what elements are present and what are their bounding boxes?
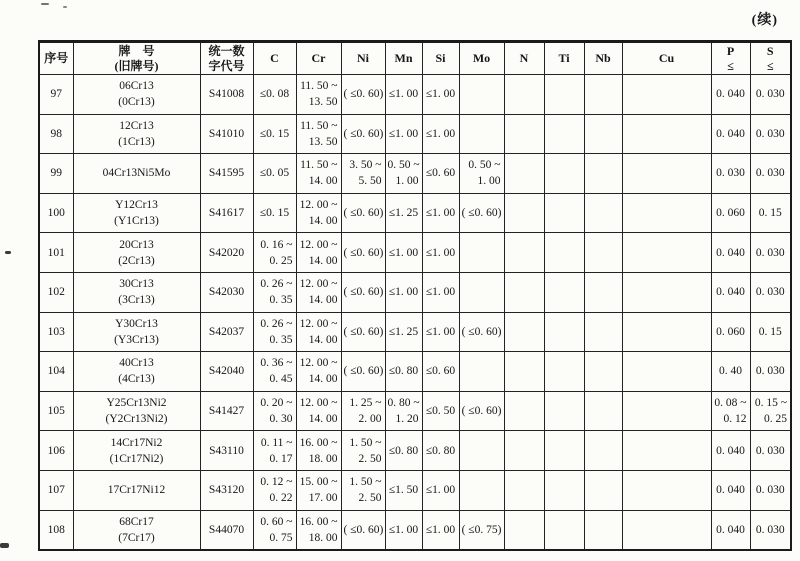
cell-p: 0. 040 xyxy=(711,510,750,550)
cell-num: 108 xyxy=(39,510,73,550)
cell-s: 0. 030 xyxy=(750,510,791,550)
col-header-si: Si xyxy=(422,42,459,75)
table-row xyxy=(39,431,791,471)
cell-cu xyxy=(622,470,711,510)
cell-mo: ( ≤0. 60) xyxy=(459,391,504,431)
cell-ni: ( ≤0. 60) xyxy=(341,272,385,312)
cell-n xyxy=(504,154,544,194)
cell-grade: 14Cr17Ni2 (1Cr17Ni2) xyxy=(73,431,200,471)
cell-c: 0. 16 ~ 0. 25 xyxy=(253,233,296,273)
cell-n xyxy=(504,114,544,154)
cell-c: 0. 12 ~ 0. 22 xyxy=(253,470,296,510)
cell-cu xyxy=(622,431,711,471)
cell-nb xyxy=(584,233,622,273)
col-header-p-limit: ≤ xyxy=(727,58,734,73)
cell-si: ≤1. 00 xyxy=(422,193,459,233)
cell-s: 0. 15 ~ 0. 25 xyxy=(750,391,791,431)
table-row xyxy=(39,233,791,273)
cell-si: ≤0. 50 xyxy=(422,391,459,431)
col-header-cu: Cu xyxy=(622,42,711,75)
col-header-code-line2: 字代号 xyxy=(208,58,245,73)
cell-cu xyxy=(622,272,711,312)
cell-c: 0. 20 ~ 0. 30 xyxy=(253,391,296,431)
cell-p: 0. 040 xyxy=(711,272,750,312)
col-header-s xyxy=(750,42,791,75)
cell-c: ≤0. 05 xyxy=(253,154,296,194)
cell-grade: Y12Cr13 (Y1Cr13) xyxy=(73,193,200,233)
cell-c: 0. 26 ~ 0. 35 xyxy=(253,272,296,312)
col-header-p-symbol: P xyxy=(726,44,735,59)
col-header-code-line1: 统一数 xyxy=(208,44,245,59)
cell-mn: 0. 80 ~ 1. 20 xyxy=(385,391,422,431)
table-row xyxy=(39,154,791,194)
cell-num: 102 xyxy=(39,272,73,312)
cell-cr: 11. 50 ~ 13. 50 xyxy=(296,114,341,154)
cell-grade: 04Cr13Ni5Mo xyxy=(73,154,200,194)
cell-c: ≤0. 08 xyxy=(253,75,296,115)
cell-code: S41617 xyxy=(200,193,253,233)
cell-nb xyxy=(584,114,622,154)
cell-nb xyxy=(584,391,622,431)
cell-ti xyxy=(544,510,584,550)
cell-nb xyxy=(584,431,622,471)
col-header-s-symbol: S xyxy=(766,44,774,59)
col-header-cr: Cr xyxy=(296,42,341,75)
cell-mo xyxy=(459,233,504,273)
cell-c: 0. 36 ~ 0. 45 xyxy=(253,352,296,392)
table-row xyxy=(39,312,791,352)
cell-code: S43120 xyxy=(200,470,253,510)
cell-s: 0. 030 xyxy=(750,352,791,392)
cell-s: 0. 030 xyxy=(750,114,791,154)
cell-n xyxy=(504,431,544,471)
cell-n xyxy=(504,312,544,352)
cell-n xyxy=(504,470,544,510)
cell-mn: ≤1. 50 xyxy=(385,470,422,510)
col-header-mn: Mn xyxy=(385,42,422,75)
cell-grade: 68Cr17 (7Cr17) xyxy=(73,510,200,550)
cell-ni: ( ≤0. 60) xyxy=(341,510,385,550)
table-row xyxy=(39,193,791,233)
table-row xyxy=(39,114,791,154)
col-header-index-label: 序号 xyxy=(44,51,69,66)
cell-p: 0. 08 ~ 0. 12 xyxy=(711,391,750,431)
cell-cr: 12. 00 ~ 14. 00 xyxy=(296,391,341,431)
cell-si: ≤1. 00 xyxy=(422,272,459,312)
cell-cu xyxy=(622,75,711,115)
cell-nb xyxy=(584,193,622,233)
cell-s: 0. 030 xyxy=(750,233,791,273)
cell-ti xyxy=(544,114,584,154)
cell-ti xyxy=(544,352,584,392)
cell-num: 97 xyxy=(39,75,73,115)
cell-si: ≤0. 60 xyxy=(422,352,459,392)
cell-code: S42037 xyxy=(200,312,253,352)
cell-s: 0. 030 xyxy=(750,154,791,194)
cell-mo xyxy=(459,114,504,154)
cell-si: ≤1. 00 xyxy=(422,75,459,115)
cell-code: S41427 xyxy=(200,391,253,431)
cell-num: 98 xyxy=(39,114,73,154)
cell-grade: 17Cr17Ni12 xyxy=(73,470,200,510)
cell-cu xyxy=(622,312,711,352)
cell-ni: 1. 25 ~ 2. 00 xyxy=(341,391,385,431)
cell-n xyxy=(504,510,544,550)
cell-s: 0. 030 xyxy=(750,470,791,510)
cell-mo xyxy=(459,75,504,115)
cell-cr: 12. 00 ~ 14. 00 xyxy=(296,352,341,392)
cell-mn: ≤1. 00 xyxy=(385,75,422,115)
col-header-nb: Nb xyxy=(584,42,622,75)
cell-nb xyxy=(584,154,622,194)
cell-cr: 12. 00 ~ 14. 00 xyxy=(296,272,341,312)
cell-grade: 06Cr13 (0Cr13) xyxy=(73,75,200,115)
cell-mn: ≤1. 25 xyxy=(385,193,422,233)
table-row xyxy=(39,391,791,431)
cell-mo: ( ≤0. 75) xyxy=(459,510,504,550)
cell-n xyxy=(504,272,544,312)
cell-c: 0. 11 ~ 0. 17 xyxy=(253,431,296,471)
col-header-n: N xyxy=(504,42,544,75)
cell-n xyxy=(504,193,544,233)
cell-num: 107 xyxy=(39,470,73,510)
col-header-code xyxy=(200,42,253,75)
cell-nb xyxy=(584,312,622,352)
cell-mo xyxy=(459,431,504,471)
cell-p: 0. 060 xyxy=(711,193,750,233)
cell-mo xyxy=(459,470,504,510)
cell-mn: ≤0. 80 xyxy=(385,431,422,471)
cell-si: ≤0. 60 xyxy=(422,154,459,194)
cell-ti xyxy=(544,75,584,115)
cell-s: 0. 15 xyxy=(750,312,791,352)
cell-si: ≤1. 00 xyxy=(422,233,459,273)
cell-num: 106 xyxy=(39,431,73,471)
cell-s: 0. 15 xyxy=(750,193,791,233)
header-row xyxy=(39,42,791,75)
cell-ni: 3. 50 ~ 5. 50 xyxy=(341,154,385,194)
cell-ti xyxy=(544,391,584,431)
cell-ti xyxy=(544,470,584,510)
cell-num: 100 xyxy=(39,193,73,233)
cell-si: ≤1. 00 xyxy=(422,114,459,154)
cell-cu xyxy=(622,391,711,431)
cell-ni: 1. 50 ~ 2. 50 xyxy=(341,470,385,510)
scan-artifact xyxy=(5,251,11,254)
col-header-s-limit: ≤ xyxy=(766,58,774,73)
cell-p: 0. 040 xyxy=(711,470,750,510)
cell-cr: 15. 00 ~ 17. 00 xyxy=(296,470,341,510)
cell-mn: ≤1. 00 xyxy=(385,272,422,312)
cell-mn: ≤0. 80 xyxy=(385,352,422,392)
cell-cr: 12. 00 ~ 14. 00 xyxy=(296,312,341,352)
cell-nb xyxy=(584,510,622,550)
cell-p: 0. 040 xyxy=(711,233,750,273)
cell-code: S43110 xyxy=(200,431,253,471)
cell-cr: 16. 00 ~ 18. 00 xyxy=(296,431,341,471)
table-row xyxy=(39,510,791,550)
cell-cu xyxy=(622,193,711,233)
cell-code: S41008 xyxy=(200,75,253,115)
cell-c: ≤0. 15 xyxy=(253,193,296,233)
scan-artifact xyxy=(63,6,67,8)
cell-si: ≤1. 00 xyxy=(422,470,459,510)
cell-n xyxy=(504,233,544,273)
cell-grade: 12Cr13 (1Cr13) xyxy=(73,114,200,154)
cell-mn: ≤1. 00 xyxy=(385,114,422,154)
col-header-grade xyxy=(73,42,200,75)
cell-code: S41595 xyxy=(200,154,253,194)
cell-mn: ≤1. 25 xyxy=(385,312,422,352)
cell-s: 0. 030 xyxy=(750,431,791,471)
cell-code: S42040 xyxy=(200,352,253,392)
scan-artifact xyxy=(0,543,9,548)
cell-nb xyxy=(584,352,622,392)
table-row xyxy=(39,272,791,312)
cell-n xyxy=(504,75,544,115)
cell-grade: 20Cr13 (2Cr13) xyxy=(73,233,200,273)
cell-mo xyxy=(459,272,504,312)
cell-ni: ( ≤0. 60) xyxy=(341,352,385,392)
cell-ni: ( ≤0. 60) xyxy=(341,193,385,233)
col-header-ni: Ni xyxy=(341,42,385,75)
cell-p: 0. 040 xyxy=(711,431,750,471)
cell-ti xyxy=(544,431,584,471)
cell-grade: 30Cr13 (3Cr13) xyxy=(73,272,200,312)
scan-artifact xyxy=(41,3,49,5)
cell-cu xyxy=(622,154,711,194)
cell-c: ≤0. 15 xyxy=(253,114,296,154)
cell-mn: ≤1. 00 xyxy=(385,233,422,273)
cell-code: S41010 xyxy=(200,114,253,154)
cell-cu xyxy=(622,510,711,550)
cell-si: ≤0. 80 xyxy=(422,431,459,471)
col-header-c: C xyxy=(253,42,296,75)
cell-num: 105 xyxy=(39,391,73,431)
cell-ni: ( ≤0. 60) xyxy=(341,312,385,352)
cell-ti xyxy=(544,312,584,352)
cell-s: 0. 030 xyxy=(750,272,791,312)
cell-code: S44070 xyxy=(200,510,253,550)
table-row xyxy=(39,352,791,392)
cell-p: 0. 060 xyxy=(711,312,750,352)
col-header-index xyxy=(39,42,73,75)
col-header-grade-line1: 牌 号 xyxy=(118,44,155,59)
col-header-p xyxy=(711,42,750,75)
col-header-grade-line2: (旧牌号) xyxy=(114,58,159,73)
cell-num: 103 xyxy=(39,312,73,352)
cell-mo: ( ≤0. 60) xyxy=(459,312,504,352)
cell-num: 104 xyxy=(39,352,73,392)
cell-nb xyxy=(584,470,622,510)
cell-p: 0. 040 xyxy=(711,114,750,154)
cell-num: 99 xyxy=(39,154,73,194)
cell-ni: ( ≤0. 60) xyxy=(341,114,385,154)
cell-s: 0. 030 xyxy=(750,75,791,115)
cell-ti xyxy=(544,233,584,273)
cell-grade: Y30Cr13 (Y3Cr13) xyxy=(73,312,200,352)
cell-cr: 12. 00 ~ 14. 00 xyxy=(296,233,341,273)
cell-cr: 12. 00 ~ 14. 00 xyxy=(296,193,341,233)
cell-code: S42030 xyxy=(200,272,253,312)
table-row xyxy=(39,75,791,115)
cell-ti xyxy=(544,154,584,194)
cell-cu xyxy=(622,114,711,154)
cell-grade: Y25Cr13Ni2 (Y2Cr13Ni2) xyxy=(73,391,200,431)
steel-composition-table xyxy=(38,40,792,551)
cell-p: 0. 40 xyxy=(711,352,750,392)
table-body xyxy=(39,75,791,551)
cell-n xyxy=(504,352,544,392)
cell-cr: 16. 00 ~ 18. 00 xyxy=(296,510,341,550)
cell-cr: 11. 50 ~ 13. 50 xyxy=(296,75,341,115)
table-row xyxy=(39,470,791,510)
cell-ti xyxy=(544,272,584,312)
cell-p: 0. 040 xyxy=(711,75,750,115)
cell-grade: 40Cr13 (4Cr13) xyxy=(73,352,200,392)
cell-ti xyxy=(544,193,584,233)
cell-mn: ≤1. 00 xyxy=(385,510,422,550)
cell-si: ≤1. 00 xyxy=(422,510,459,550)
cell-ni: 1. 50 ~ 2. 50 xyxy=(341,431,385,471)
cell-mn: 0. 50 ~ 1. 00 xyxy=(385,154,422,194)
col-header-mo: Mo xyxy=(459,42,504,75)
cell-ni: ( ≤0. 60) xyxy=(341,75,385,115)
cell-mo xyxy=(459,352,504,392)
cell-cr: 11. 50 ~ 14. 00 xyxy=(296,154,341,194)
col-header-ti: Ti xyxy=(544,42,584,75)
cell-nb xyxy=(584,272,622,312)
cell-c: 0. 60 ~ 0. 75 xyxy=(253,510,296,550)
cell-si: ≤1. 00 xyxy=(422,312,459,352)
cell-ni: ( ≤0. 60) xyxy=(341,233,385,273)
cell-code: S42020 xyxy=(200,233,253,273)
cell-mo: 0. 50 ~ 1. 00 xyxy=(459,154,504,194)
cell-nb xyxy=(584,75,622,115)
cell-cu xyxy=(622,352,711,392)
cell-mo: ( ≤0. 60) xyxy=(459,193,504,233)
cell-cu xyxy=(622,233,711,273)
continued-label: (续) xyxy=(751,13,778,28)
cell-c: 0. 26 ~ 0. 35 xyxy=(253,312,296,352)
cell-num: 101 xyxy=(39,233,73,273)
cell-p: 0. 030 xyxy=(711,154,750,194)
cell-n xyxy=(504,391,544,431)
